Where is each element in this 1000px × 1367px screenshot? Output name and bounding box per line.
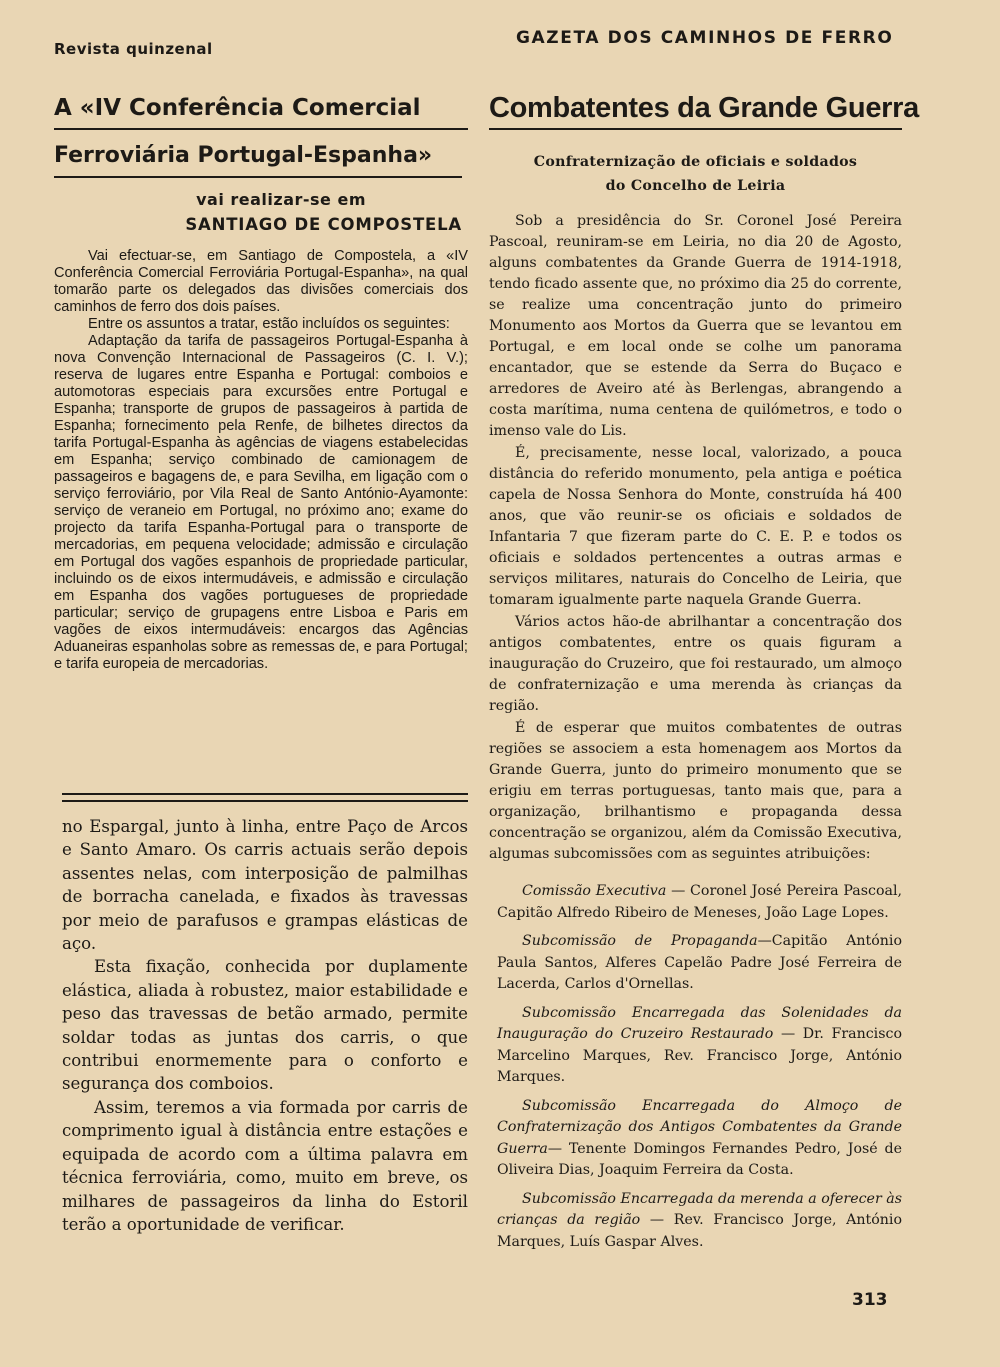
committee-name: Subcomissão Encarregada das Solenidades da Inauguração do Cruzeiro Restaurado xyxy=(497,1004,902,1042)
left-article xyxy=(54,88,468,673)
committee-name: Comissão Executiva xyxy=(522,883,667,899)
committee-entry xyxy=(497,1189,902,1254)
left-article-body xyxy=(54,248,468,673)
right-article-subtitle-line1: Confraternização de oficiais e soldados xyxy=(533,154,858,170)
right-article-paragraph: É, precisamente, nesse local, valorizado, a pouca distância do referido monumento, pela antiga e poética capela de Nossa Senhora do Monte, construída há 400 anos, que vão reunir-se os oficiais e soldados de Infantaria 7 que fizeram parte do C. E. P. e todos os oficiais e soldados pertencentes a outras armas e serviços militares, naturais do Concelho de Leiria, que tomaram igualmente parte naquela Grande Guerra. xyxy=(489,445,902,608)
right-article-paragraph: Vários actos hão-de abrilhantar a concentração dos antigos combatentes, entre os quais figuram a inauguração do Cruzeiro, que foi restaurado, um almoço de confraternização e uma merenda às crianças da região. xyxy=(489,614,902,714)
continuation-article xyxy=(62,815,468,1236)
left-article-subtitle-line2: SANTIAGO DE COMPOSTELA xyxy=(185,215,462,234)
committee-members: — Dr. Francisco Marcelino Marques, Rev. Francisco Jorge, António Marques. xyxy=(497,1026,902,1085)
committee-name: Subcomissão de Propaganda xyxy=(522,933,758,949)
continuation-paragraph: Esta fixação, conhecida por duplamente elástica, aliada à robustez, maior estabilidade e peso das travessas de betão armado, permite soldar todas as juntas dos carris, o que contribui enormemente para o conforto e segurança dos comboios. xyxy=(62,957,468,1094)
committee-members: — Coronel José Pereira Pascoal, Capitão Alfredo Ribeiro de Meneses, João Lage Lopes. xyxy=(497,883,902,921)
committee-members: — Rev. Francisco Jorge, António Marques, Luís Gaspar Alves. xyxy=(497,1212,902,1250)
left-article-subtitle-line1: vai realizar-se em xyxy=(196,190,366,209)
right-article xyxy=(489,88,919,1260)
left-article-paragraph: Entre os assuntos a tratar, estão incluídos os seguintes: xyxy=(88,316,450,332)
left-article-title-line1: A «IV Conferência Comercial xyxy=(54,88,468,130)
header-right: GAZETA DOS CAMINHOS DE FERRO xyxy=(516,28,894,48)
header-left: Revista quinzenal xyxy=(54,40,213,58)
committee-name: Subcomissão Encarregada do Almoço de Confraternização dos Antigos Combatentes da Grande Guerra xyxy=(497,1097,902,1157)
continuation-paragraph: no Espargal, junto à linha, entre Paço de Arcos e Santo Amaro. Os carris actuais serão depois assentes nelas, com interposição de palmilhas de borracha canelada, e fixados às travessas por meio de parafusos e grampas elásticas de aço. xyxy=(62,817,468,954)
committee-list xyxy=(489,881,902,1253)
right-article-paragraph: É de esperar que muitos combatentes de outras regiões se associem a esta homenagem aos Mortos da Grande Guerra, junto do primeiro monumento que se erigiu em terras portuguesas, tanto mais que, para a organização, brilhantismo e propaganda dessa concentração se organizou, além da Comissão Executiva, algumas subcomissões com as seguintes atribuições: xyxy=(489,720,902,862)
committee-entry xyxy=(497,1003,902,1089)
committee-name: Subcomissão Encarregada da merenda a oferecer às crianças da região xyxy=(497,1190,902,1228)
right-article-title: Combatentes da Grande Guerra xyxy=(489,88,902,130)
continuation-paragraph: Assim, teremos a via formada por carris de comprimento igual à distância entre estações e equipada de acordo com a última palavra em técnica ferroviária, como, muito em breve, os milhares de passageiros da linha do Estoril terão a oportunidade de verificar. xyxy=(62,1097,468,1234)
left-article-paragraph: Vai efectuar-se, em Santiago de Compostela, a «IV Conferência Comercial Ferroviária Portugal-Espanha», na qual tomarão parte os delegados das divisões comerciais dos caminhos de ferro dos dois países. xyxy=(54,248,468,315)
right-article-subtitle-line2: do Concelho de Leiria xyxy=(605,178,786,194)
committee-entry xyxy=(497,931,902,996)
right-article-body xyxy=(489,211,902,865)
double-rule-divider xyxy=(62,793,468,802)
committee-entry xyxy=(497,1096,902,1182)
committee-members: —Capitão António Paula Santos, Alferes Capelão Padre José Ferreira de Lacerda, Carlos d'Ornellas. xyxy=(497,933,902,992)
page-number: 313 xyxy=(852,1290,888,1310)
committee-entry xyxy=(497,881,902,924)
committee-members: — Tenente Domingos Fernandes Pedro, José de Oliveira Dias, Joaquim Ferreira da Costa. xyxy=(497,1140,902,1178)
right-article-subtitle xyxy=(489,150,902,198)
left-article-paragraph: Adaptação da tarifa de passageiros Portugal-Espanha à nova Convenção Internacional de Passageiros (C. I. V.); reserva de lugares entre Espanha e Portugal: comboios e automotoras especiais para excursões entre Portugal e Espanha; transporte de grupos de passageiros à partida de Espanha; fornecimento pela Renfe, de bilhetes directos da tarifa Portugal-Espanha às agências de viagens estabelecidas em Espanha; serviço combinado de camionagem de passageiros e bagagens de, e para Sevilha, em ligação com o serviço ferroviário, por Vila Real de Santo António-Ayamonte: serviço de veraneio em Portugal, no próximo ano; exame do projecto da tarifa Espanha-Portugal para o transporte de mercadorias, em pequena velocidade; admissão e circulação em Portugal dos vagões espanhois de propriedade particular, incluindo os de eixos intermudáveis, e admissão e circulação em Espanha dos vagões portugueses de propriedade particular; serviço de grupagens entre Lisboa e Paris em vagões de eixos intermudáveis: encargos das Agências Aduaneiras espanholas sobre as remessas de, e para Portugal; e tarifa europeia de mercadorias. xyxy=(54,333,468,672)
left-article-title-line2: Ferroviária Portugal-Espanha» xyxy=(54,136,462,178)
right-article-paragraph: Sob a presidência do Sr. Coronel José Pereira Pascoal, reuniram-se em Leiria, no dia 20 de Agosto, alguns combatentes da Grande Guerra de 1914-1918, tendo ficado assente que, no próximo dia 25 do corrente, se realize uma concentração junto do primeiro Monumento aos Mortos da Guerra que se levantou em Portugal, e em local onde se colhe um panorama encantador, que se estende da Serra do Buçaco e arredores de Aveiro até às Berlengas, abrangendo a costa marítima, numa centena de quilómetros, e todo o imenso vale do Lis. xyxy=(489,213,902,439)
